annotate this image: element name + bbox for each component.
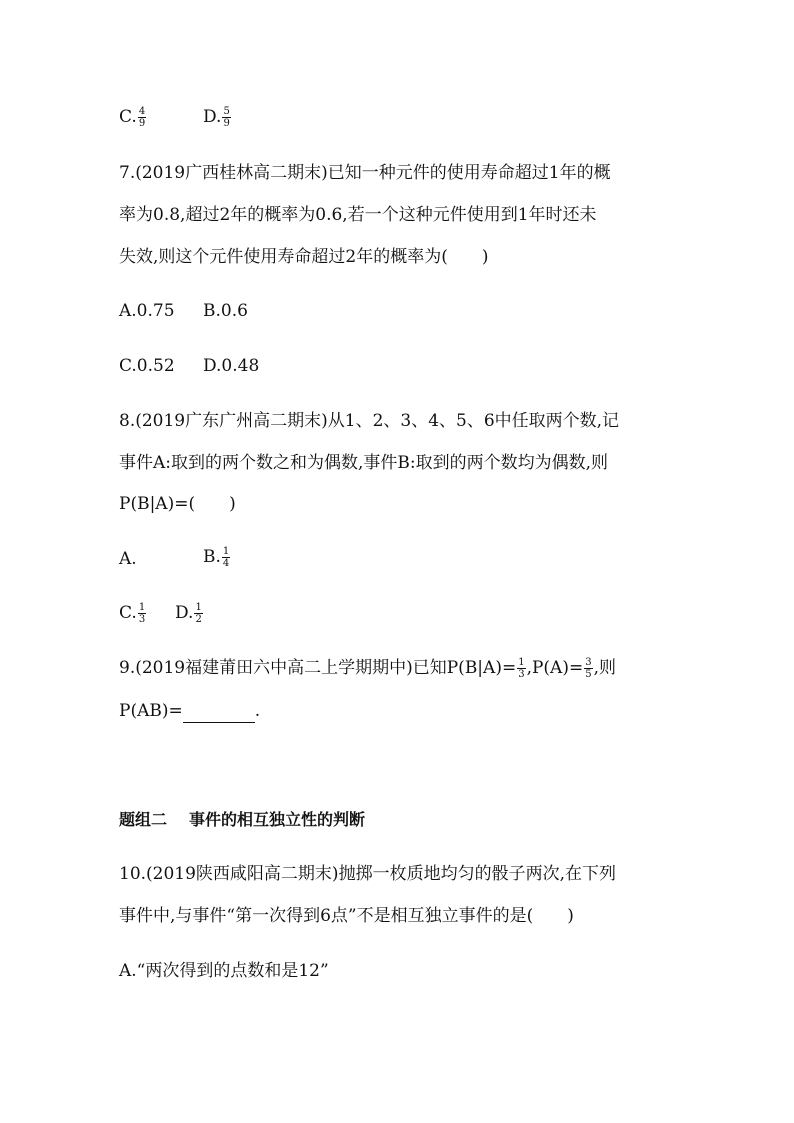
q10-line-2: 事件中,与事件“第一次得到6点”不是相互独立事件的是( ): [119, 906, 574, 926]
q8-option-d: [175, 601, 204, 625]
section-title: 事件的相互独立性的判断: [189, 810, 366, 829]
q8-option-c: [119, 601, 147, 625]
q6-option-d-fraction: $\frac{5}{9}$: [223, 106, 230, 129]
q7-option-a: A.0.75: [119, 301, 175, 321]
q9-suffix: ,则: [593, 658, 616, 678]
q7-option-b: B.0.6: [203, 301, 248, 321]
q9-answer-blank: [183, 704, 255, 723]
q6-option-c: [119, 105, 147, 129]
q8-option-b: [203, 545, 231, 569]
q7-option-c: C.0.52: [119, 356, 175, 376]
q6-option-c-fraction: $\frac{4}{9}$: [138, 106, 146, 129]
q6-option-d-label: D.: [203, 107, 222, 127]
q7-line-3: 失效,则这个元件使用寿命超过2年的概率为( ): [119, 247, 489, 267]
q10-option-a: A.“两次得到的点数和是12”: [119, 961, 329, 981]
q9-prefix: 9.(2019福建莆田六中高二上学期期中)已知P(B|A)=: [119, 658, 517, 678]
q8-line-2: 事件A:取到的两个数之和为偶数,事件B:取到的两个数均为偶数,则: [119, 453, 609, 473]
q8-option-d-label: D.: [175, 603, 194, 623]
section-label: 题组二: [119, 810, 168, 829]
q9-fraction-1: $\frac{1}{3}$: [518, 657, 525, 680]
q8-line-3: P(B|A)=( ): [119, 494, 236, 514]
q8-line-1: 8.(2019广东广州高二期末)从1、2、3、4、5、6中任取两个数,记: [119, 411, 620, 431]
q8-option-b-label: B.: [203, 547, 221, 567]
q9-fraction-2: $\frac{3}{5}$: [585, 657, 592, 680]
q8-option-a: A.: [119, 549, 137, 569]
q9-mid: ,P(A)=: [526, 658, 584, 678]
q9-line-2-suffix: .: [254, 701, 261, 721]
section-heading: [119, 808, 365, 832]
q9-line-1: [119, 656, 616, 680]
q7-line-2: 率为0.8,超过2年的概率为0.6,若一个这种元件使用到1年时还未: [119, 205, 597, 225]
q8-option-b-fraction: $\frac{1}{4}$: [222, 546, 230, 569]
q6-option-d: [203, 105, 232, 129]
q9-line-2-prefix: P(AB)=: [119, 701, 183, 721]
q7-line-1: 7.(2019广西桂林高二期末)已知一种元件的使用寿命超过1年的概: [119, 163, 611, 183]
q7-option-d: D.0.48: [203, 356, 260, 376]
q8-option-d-fraction: $\frac{1}{2}$: [195, 602, 202, 625]
q6-option-c-label: C.: [119, 107, 137, 127]
q8-option-c-fraction: $\frac{1}{3}$: [138, 602, 146, 625]
q9-line-2: [119, 699, 260, 723]
q10-line-1: 10.(2019陕西咸阳高二期末)抛掷一枚质地均匀的骰子两次,在下列: [119, 864, 616, 884]
q8-option-c-label: C.: [119, 603, 137, 623]
